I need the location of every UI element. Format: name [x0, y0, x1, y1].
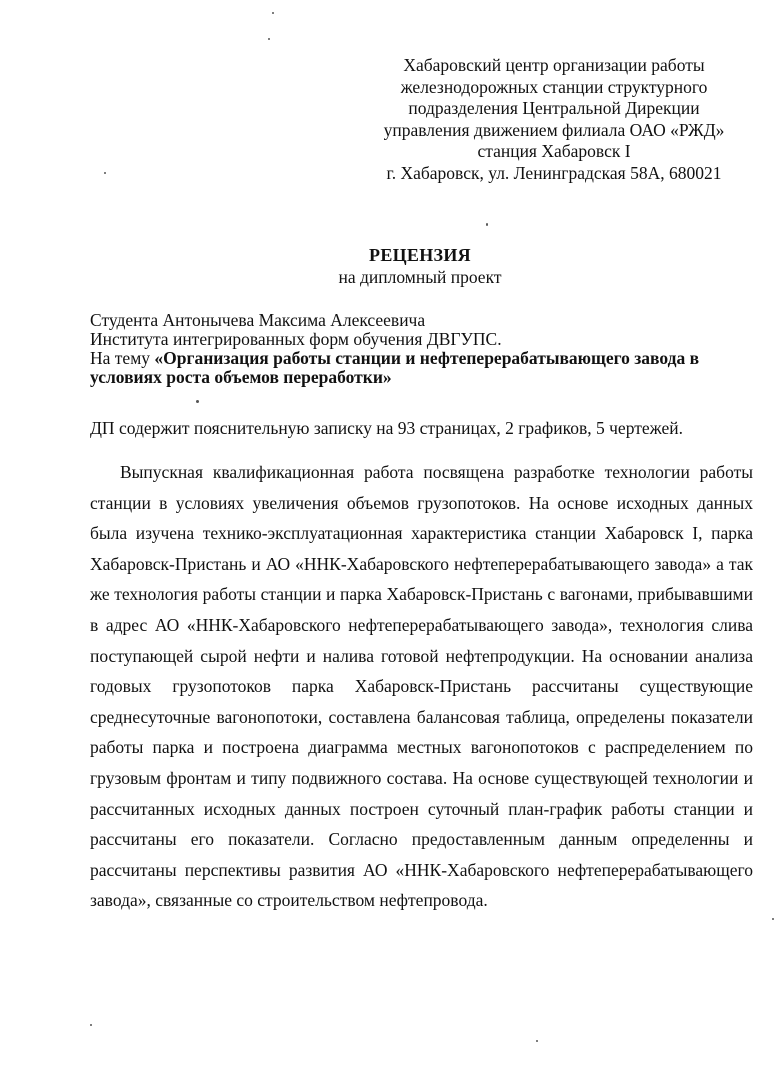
- student-institute: Института интегрированных форм обучения ДВГУПС.: [90, 329, 502, 349]
- document-title: РЕЦЕНЗИЯ: [369, 245, 471, 265]
- student-name: Студента Антонычева Максима Алексеевича: [90, 310, 426, 330]
- contents-summary: ДП содержит пояснительную записку на 93 страницах, 2 графиков, 5 чертежей.: [90, 418, 684, 438]
- scan-speck: [90, 1024, 92, 1026]
- scan-speck: [486, 223, 488, 226]
- header-line: станция Хабаровск I: [477, 141, 631, 161]
- scan-speck: [104, 172, 106, 174]
- header-line: железнодорожных станции структурного: [400, 76, 708, 97]
- organization-header: [330, 55, 778, 184]
- topic-title-part2: условиях роста объемов переработки»: [90, 367, 392, 387]
- review-paragraph: Выпускная квалификационная работа посвящена разработке технологии работы станции в условиях увеличения объемов грузопотоков. На основе исходных данных была изучена технико-эксплуатационная характеристика станции Хабаровск I, парка Хабаровск-Пристань и АО «ННК-Хабаровского нефтеперерабатывающего завода» а так же технология работы станции и парка Хабаровск-Пристань с вагонами, прибывавшими в адрес АО «ННК-Хабаровского нефтеперерабатывающего завода», технология слива поступающей сырой нефти и налива готовой нефтепродукции. На основании анализа годовых грузопотоков парка Хабаровск-Пристань рассчитаны существующие среднесуточные вагонопотоки, составлена балансовая таблица, определены показатели работы парка и построена диаграмма местных вагонопотоков с распределением по грузовым фронтам и типу подвижного состава. На основе существующей технологии и рассчитанных исходных данных построен суточный план-график работы станции и рассчитаны его показатели. Согласно предоставленным данным определенны и рассчитаны перспективы развития АО «ННК-Хабаровского нефтеперерабатывающего завода», связанные со строительством нефтепровода.: [90, 462, 753, 911]
- header-line: Хабаровский центр организации работы: [403, 55, 705, 75]
- scan-speck: [196, 400, 199, 403]
- scan-speck: [272, 12, 274, 14]
- title-block: [0, 244, 778, 288]
- header-line: управления движением филиала ОАО «РЖД»: [383, 119, 725, 140]
- scan-speck: [772, 918, 774, 920]
- topic-prefix: На тему: [90, 348, 155, 368]
- header-line: подразделения Центральной Дирекции: [408, 98, 700, 118]
- student-info: [90, 311, 760, 387]
- scan-speck: [536, 1040, 538, 1042]
- document-subtitle: на дипломный проект: [338, 267, 502, 287]
- scan-speck: [268, 38, 270, 40]
- header-address: г. Хабаровск, ул. Ленинградская 58А, 680021: [386, 162, 722, 183]
- topic-title-part1: «Организация работы станции и нефтеперерабатывающего завода в: [154, 348, 700, 368]
- topic-line: [90, 349, 760, 368]
